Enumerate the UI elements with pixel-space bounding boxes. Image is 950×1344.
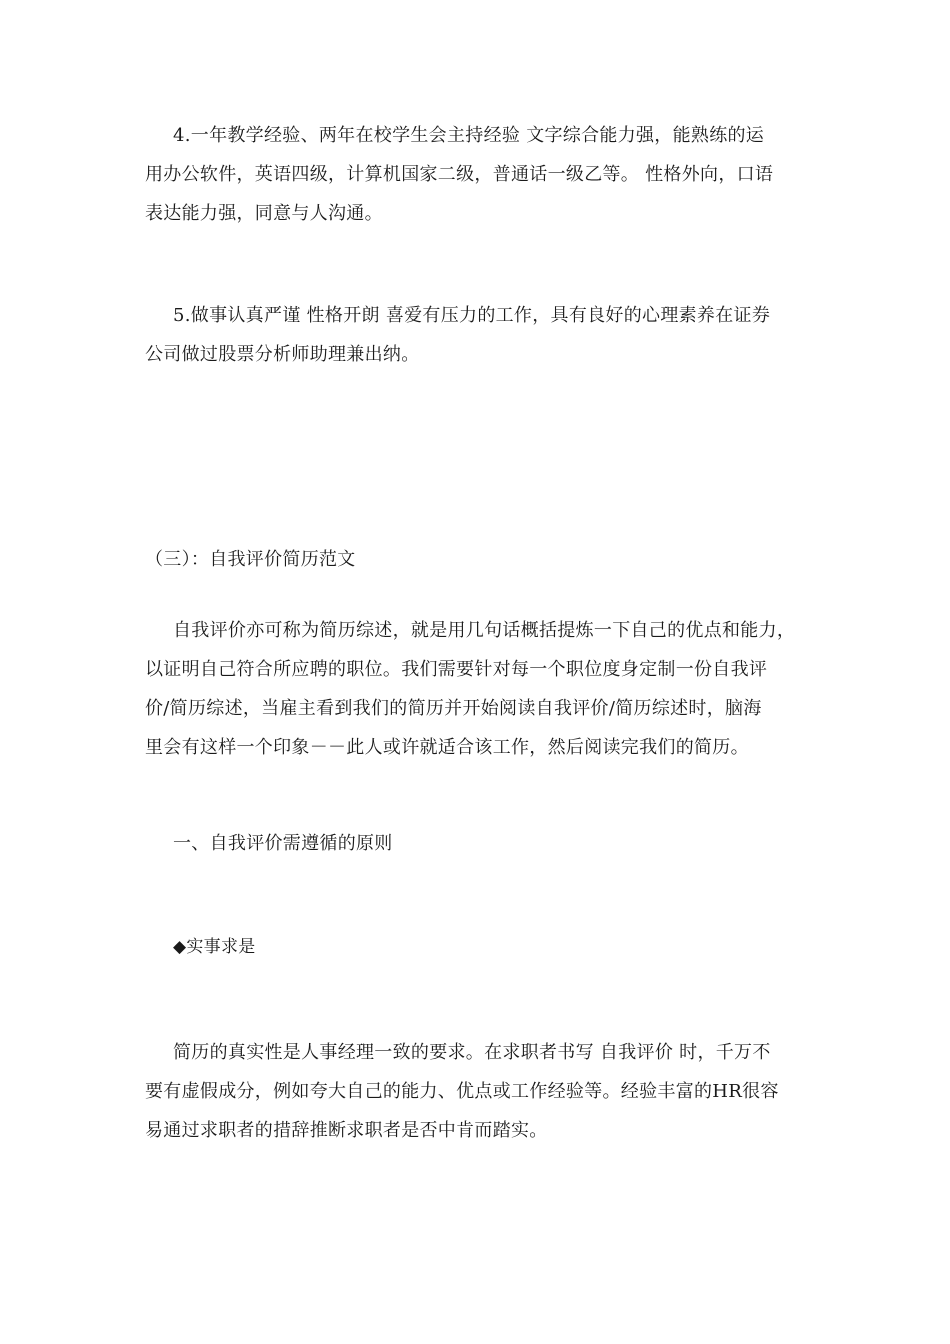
truth-line-2: 要有虚假成分，例如夸大自己的能力、优点或工作经验等。经验丰富的HR很容: [145, 1081, 779, 1102]
paragraph-4-line-1: 4.一年教学经验、两年在校学生会主持经验 文字综合能力强，能熟练的运: [173, 125, 765, 146]
intro-line-4: 里会有这样一个印象－－此人或许就适合该工作，然后阅读完我们的简历。: [145, 737, 749, 758]
section-title: （三）：自我评价简历范文: [145, 549, 356, 570]
intro-line-2: 以证明自己符合所应聘的职位。我们需要针对每一个职位度身定制一份自我评: [145, 659, 768, 680]
principle-item-truthfulness: ◆实事求是: [173, 937, 256, 957]
truth-line-1: 简历的真实性是人事经理一致的要求。在求职者书写 自我评价 时，千万不: [173, 1042, 771, 1063]
principles-heading: 一、自我评价需遵循的原则: [173, 833, 393, 854]
paragraph-4-line-2: 用办公软件，英语四级，计算机国家二级，普通话一级乙等。 性格外向，口语: [145, 164, 774, 185]
paragraph-5-line-2: 公司做过股票分析师助理兼出纳。: [145, 344, 420, 365]
paragraph-4-line-3: 表达能力强，同意与人沟通。: [145, 203, 383, 224]
paragraph-5-line-1: 5.做事认真严谨 性格开朗 喜爱有压力的工作，具有良好的心理素养在证券: [173, 305, 771, 326]
intro-line-3: 价/简历综述，当雇主看到我们的简历并开始阅读自我评价/简历综述时，脑海: [145, 698, 762, 719]
truth-line-3: 易通过求职者的措辞推断求职者是否中肯而踏实。: [145, 1120, 548, 1141]
intro-line-1: 自我评价亦可称为简历综述，就是用几句话概括提炼一下自己的优点和能力，: [173, 620, 796, 641]
